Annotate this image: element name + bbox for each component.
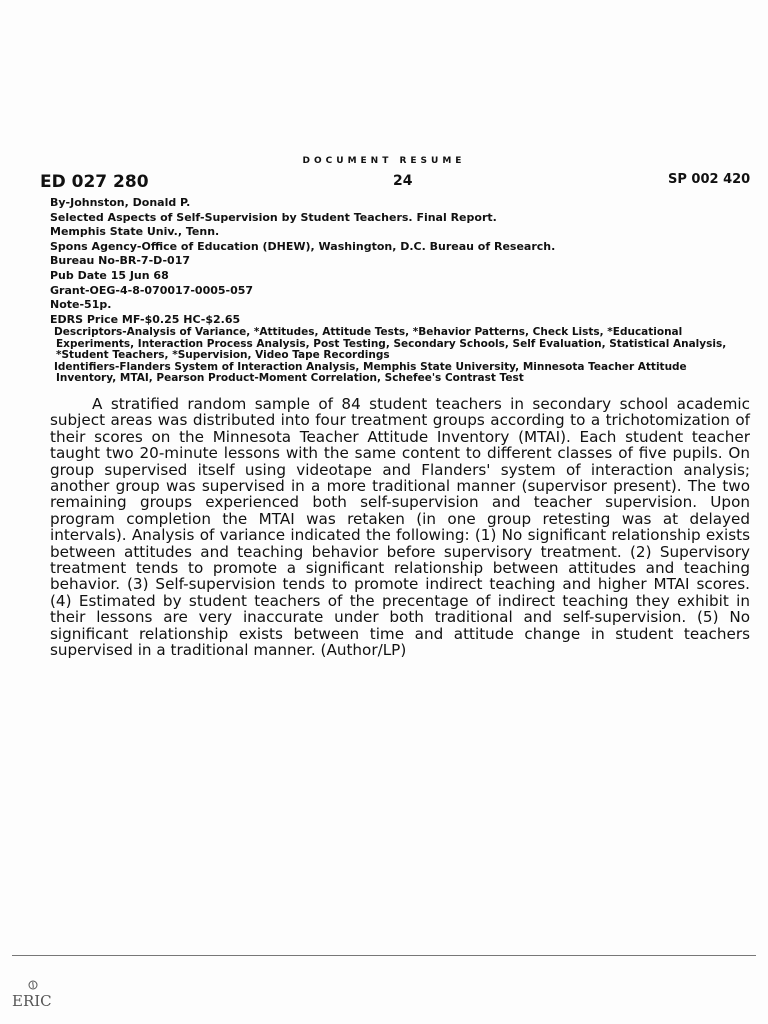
eric-logo: ERIC — [12, 992, 52, 1010]
sponsor-line: Spons Agency-Office of Education (DHEW), Washington, D.C. Bureau of Research. — [50, 239, 556, 253]
abstract-paragraph: A stratified random sample of 84 student teachers in secondary school academic subject areas was distributed into four treatment groups according to a trichotomization of their scores on the Minnesota Teacher Attitude Inventory (MTAI). Each student teacher taught two 20-minute lessons with the same content to different classes of five pupils. On group supervised itself using videotape and Flanders' system of interaction analysis; another group was supervised in a more traditional manner (supervisor present). The two remaining groups experienced both self-supervision and teacher supervision. Upon program completion the MTAI was retaken (in one group retesting was at delayed intervals). Analysis of variance indicated the following: (1) No significant relationship exists between attitudes and teaching behavior before supervisory treatment. (2) Supervisory treatment tends to promote a significant relationship between attitudes and teaching behavior. (3) Self-supervision tends to promote indirect teaching and higher MTAI scores. (4) Estimated by student teachers of the precentage of indirect teaching they exhibit in their lessons are very inaccurate under both traditional and self-supervision. (5) No significant relationship exists between time and attitude change in student teachers supervised in a traditional manner. (Author/LP) — [50, 395, 750, 660]
bureau-line: Bureau No-BR-7-D-017 — [50, 254, 191, 268]
price-line: EDRS Price MF-$0.25 HC-$2.65 — [50, 312, 241, 326]
institution-line: Memphis State Univ., Tenn. — [50, 225, 220, 239]
sp-number: SP 002 420 — [668, 172, 751, 187]
author-line: By-Johnston, Donald P. — [50, 196, 191, 209]
center-number: 24 — [393, 173, 413, 189]
bottom-divider — [12, 955, 756, 956]
ed-number: ED 027 280 — [40, 172, 149, 192]
descriptors-line: Descriptors-Analysis of Variance, *Attitudes, Attitude Tests, *Behavior Patterns, Check Lists, *Educational Experiments, Interaction Process Analysis, Post Testing, Secondary Schools, Self Evaluation, Statistical Analysis, *Student Teachers, *Supervision, Video Tape Recordings — [54, 326, 727, 362]
note-line: Note-51p. — [50, 298, 112, 312]
identifiers-line: Identifiers-Flanders System of Interaction Analysis, Memphis State University, Minnesota Teacher Attitude Inventory, MTAI, Pearson Product-Moment Correlation, Schefee's Contrast Test — [54, 360, 687, 385]
pub-date-line: Pub Date 15 Jun 68 — [50, 268, 169, 282]
title-line: Selected Aspects of Self-Supervision by Student Teachers. Final Report. — [50, 210, 497, 224]
document-resume-heading: DOCUMENT RESUME — [302, 156, 466, 166]
grant-line: Grant-OEG-4-8-070017-0005-057 — [50, 283, 254, 297]
bibliographic-metadata — [50, 196, 750, 385]
eric-flame-icon — [28, 980, 38, 990]
